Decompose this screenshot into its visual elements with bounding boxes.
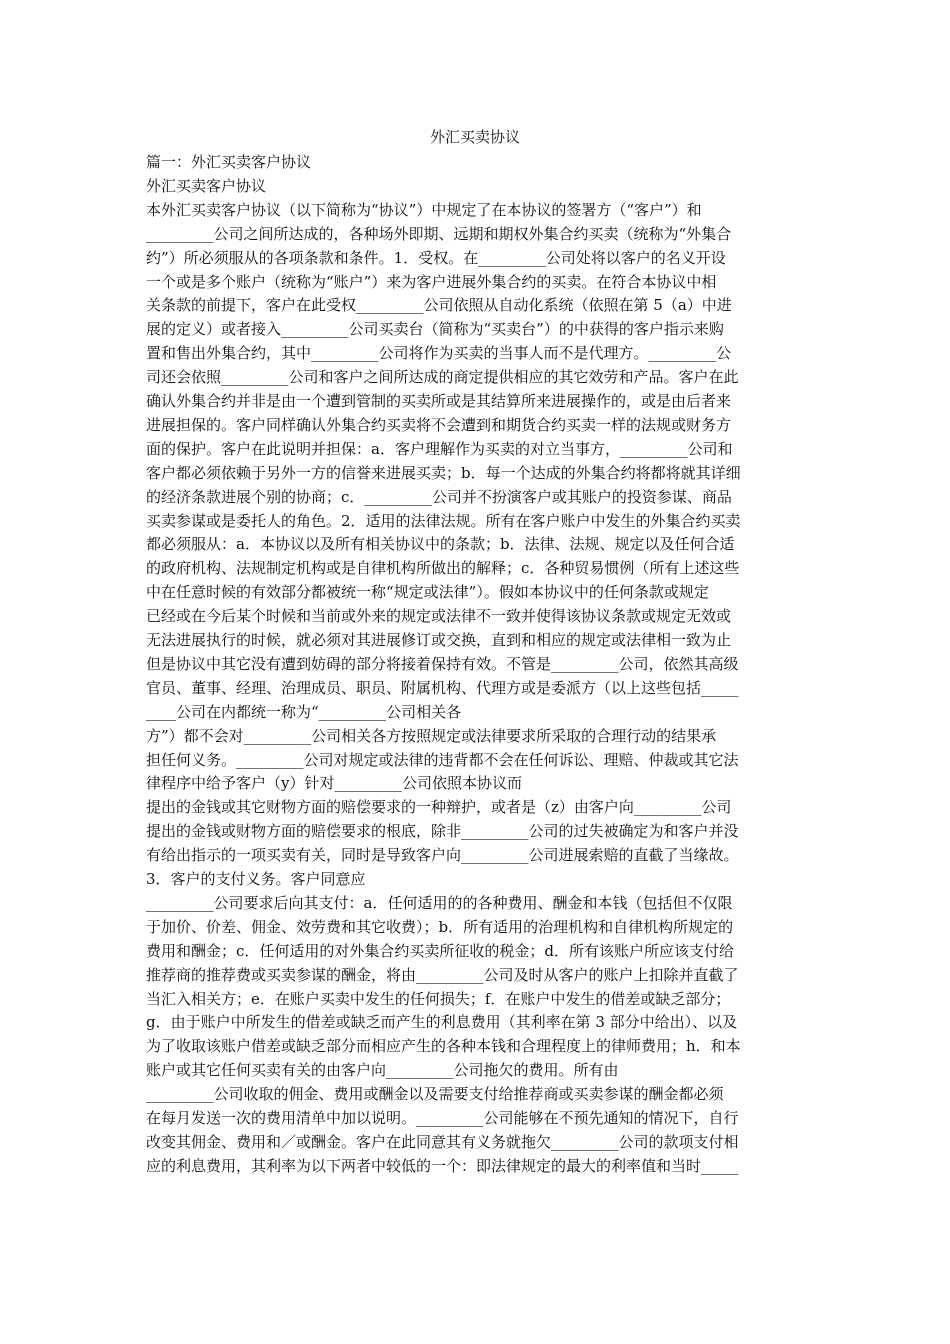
- text-line: 应的利息费用，其利率为以下两者中较低的一个：即法律规定的最大的利率值和当时_____: [146, 1156, 739, 1175]
- text-line: 改变其佣金、费用和／或酬金。客户在此同意其有义务就拖欠_________公司的款项支付相: [146, 1132, 739, 1151]
- text-line: 方”）都不会对_________公司相关各方按照规定或法律要求所采取的合理行动的结果承: [146, 726, 717, 745]
- text-line: 推荐商的推荐费或买卖参谋的酬金，将由_________公司及时从客户的账户上扣除并直截了: [146, 965, 739, 984]
- text-line: 的政府机构、法规制定机构或是自律机构所做出的解释；c．各种贸易惯例（所有上述这些: [146, 559, 740, 578]
- document-title: 外汇买卖协议: [429, 128, 520, 146]
- text-line: _________公司之间所达成的，各种场外即期、远期和期权外集合约买卖（统称为“外集合: [146, 224, 732, 243]
- text-line: 为了收取该账户借差或缺乏部分而相应产生的各种本钱和合理程度上的律师费用；h．和本: [146, 1037, 741, 1056]
- text-line: 当汇入相关方；e．在账户买卖中发生的任何损失；f．在账户中发生的借差或缺乏部分；: [146, 989, 731, 1008]
- text-line: 3．客户的支付义务。客户同意应: [146, 870, 366, 888]
- text-line: 司还会依照_________公司和客户之间所达成的商定提供相应的其它效劳和产品。客户在此: [146, 368, 739, 387]
- text-line: 一个或是多个账户（统称为“账户”）来为客户进展外集合约的买卖。在符合本协议中相: [146, 272, 717, 291]
- text-line: 篇一：外汇买卖客户协议: [146, 153, 312, 171]
- text-line: _________公司收取的佣金、费用或酬金以及需要支付给推荐商或买卖参谋的酬金都必须: [146, 1085, 724, 1104]
- text-line: 担任何义务。_________公司对规定或法律的违背都不会在任何诉讼、理赔、仲裁或其它法: [146, 750, 739, 769]
- text-line: 都必须服从：a．本协议以及所有相关协议中的条款；b．法律、法规、规定以及任何合适: [146, 535, 735, 554]
- text-line: _________公司要求后向其支付：a．任何适用的的各种费用、酬金和本钱（包括但不仅限: [146, 893, 733, 912]
- text-line: 官员、董事、经理、治理成员、职员、附属机构、代理方或是委派方（以上这些包括_____: [146, 678, 739, 697]
- text-line: 提出的金钱或财物方面的赔偿要求的根底，除非_________公司的过失被确定为和客户并没: [146, 822, 739, 841]
- text-line: 关条款的前提下，客户在此受权_________公司依照从自动化系统（依照在第 5（a）中进: [146, 296, 732, 315]
- text-line: 外汇买卖客户协议: [146, 176, 267, 195]
- text-line: 已经或在今后某个时候和当前或外来的规定或法律不一致并使得该协议条款或规定无效或: [146, 607, 732, 626]
- text-line: ____公司在内都统一称为“_________公司相关各: [146, 702, 462, 721]
- text-line: 账户或其它任何买卖有关的由客户向_________公司拖欠的费用。所有由: [146, 1061, 619, 1080]
- text-line: 在每月发送一次的费用清单中加以说明。_________公司能够在不预先通知的情况下，自行: [146, 1109, 739, 1127]
- text-line: 客户都必须依赖于另外一方的信誉来进展买卖；b．每一个达成的外集合约将都将就其详细: [146, 463, 741, 482]
- text-line: 但是协议中其它没有遭到妨碍的部分将接着保持有效。不管是_________公司，依然其高级: [146, 654, 739, 673]
- text-line: 置和售出外集合约，其中_________公司将作为买卖的当事人而不是代理方。_________公: [146, 344, 732, 363]
- text-line: 费用和酬金；c．任何适用的对外集合约买卖所征收的税金；d．所有该账户所应该支付给: [146, 941, 735, 960]
- text-line: 买卖参谋或是委托人的角色。2．适用的法律法规。所有在客户账户中发生的外集合约买卖: [146, 511, 741, 530]
- text-line: 律程序中给予客户（y）针对_________公司依照本协议而: [146, 774, 522, 793]
- text-line: 本外汇买卖客户协议（以下简称为“协议”）中规定了在本协议的签署方（“客户”）和: [146, 200, 702, 219]
- text-line: 确认外集合约并非是由一个遭到管制的买卖所或是其结算所来进展操作的，或是由后者来: [146, 392, 732, 410]
- text-line: 提出的金钱或其它财物方面的赔偿要求的一种辩护，或者是（z）由客户向_________公司: [146, 798, 732, 817]
- text-line: 有给出指示的一项买卖有关，同时是导致客户向_________公司进展索赔的直截了当缘故。: [146, 846, 739, 865]
- text-line: 无法进展执行的时候，就必须对其进展修订或交换，直到和相应的规定或法律相一致为止: [146, 631, 732, 649]
- text-line: 进展担保的。客户同样确认外集合约买卖将不会遭到和期货合约买卖一样的法规或财务方: [146, 415, 732, 434]
- text-line: 展的定义）或者接入_________公司买卖台（简称为“买卖台”）的中获得的客户指示来购: [146, 320, 724, 339]
- text-line: g．由于账户中所发生的借差或缺乏而产生的利息费用（其利率在第 3 部分中给出）、以及: [146, 1013, 738, 1032]
- text-line: 约”）所必须服从的各项条款和条件。1．受权。在_________公司处将以客户的名义开设: [146, 248, 726, 267]
- text-line: 的经济条款进展个别的协商；c．_________公司并不扮演客户或其账户的投资参谋、商品: [146, 487, 732, 506]
- text-line: 面的保护。客户在此说明并担保：a．客户理解作为买卖的对立当事方，_________公司和: [146, 439, 733, 458]
- text-line: 中在任意时候的有效部分都被统一称“规定或法律”）。假如本协议中的任何条款或规定: [146, 583, 709, 602]
- text-line: 于加价、价差、佣金、效劳费和其它收费）；b．所有适用的治理机构和自律机构所规定的: [146, 917, 734, 936]
